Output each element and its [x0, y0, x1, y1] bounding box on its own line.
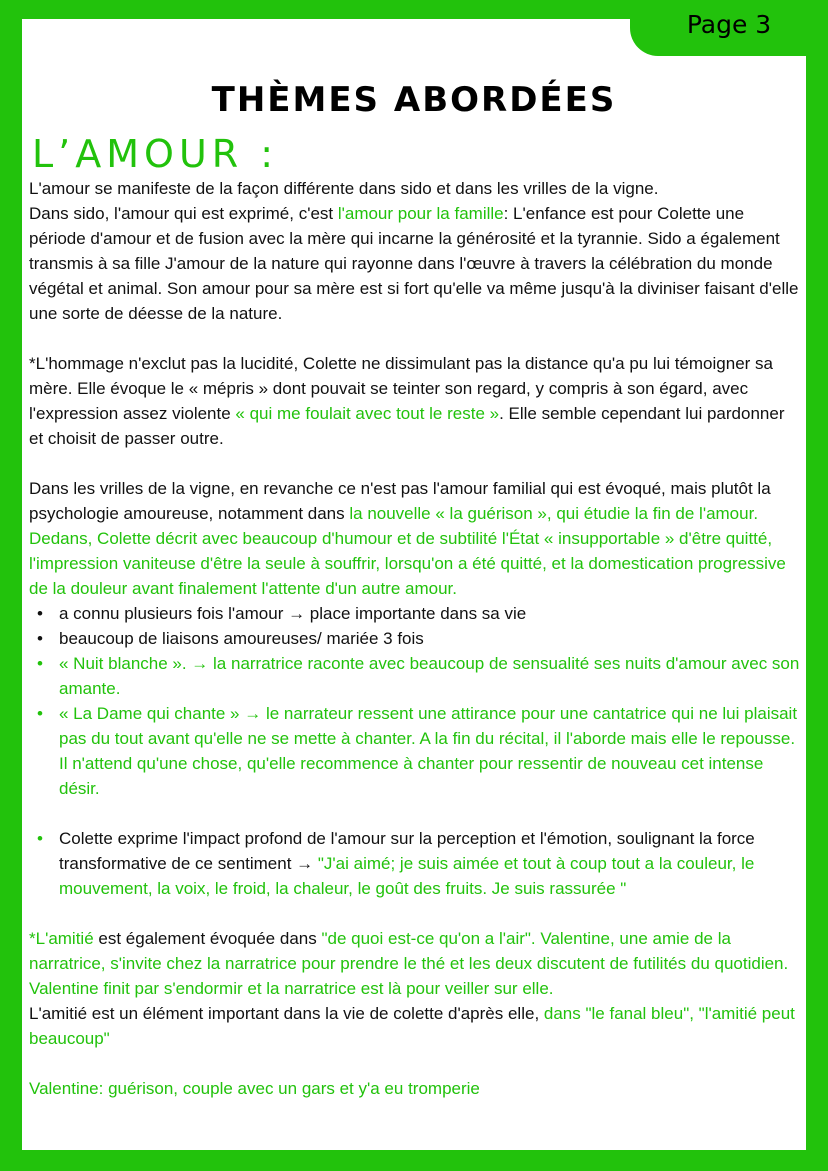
section-heading: L’AMOUR : [32, 132, 279, 176]
text-run: L'amitié est un élément important dans la vie de colette d'après elle, [29, 1004, 544, 1023]
list-item-text: beaucoup de liaisons amoureuses/ mariée 3 fois [59, 629, 424, 648]
bullet-icon: • [37, 604, 43, 623]
highlight-fanal-bleu: dans "le fanal bleu", "l'amitié peut beaucoup" [29, 1004, 795, 1048]
text-run: Dans les vrilles de la vigne, en revanche ce n'est pas l'amour familial qui est évoqué, mais plutôt la psychologie amoureuse, notamment dans [29, 479, 771, 523]
list-item-text: Colette exprime l'impact profond de l'amour sur la perception et l'émotion, soulignant la force transformative de ce sentiment → [59, 829, 755, 873]
text-run: : L'enfance est pour Colette une période d'amour et de fusion avec la mère qui incarne la générosité et la tyrannie. Sido a également transmis à sa fille J'amour de la nature qui rayonne dans l'œuvre à travers la célébration du monde végétal et animal. Son amour pour sa mère est si fort qu'elle va même jusqu'à la diviniser faisant d'elle une sorte de déesse de la nature. [29, 204, 799, 323]
highlight-guerison: la nouvelle « la guérison », qui étudie la fin de l'amour. Dedans, Colette décrit avec beaucoup d'humour et de subtilité l'État « insupportable » d'être quitté, l'impression vaniteuse d'être la seule à souffrir, lorsqu'on a été quitté, et la domestication progressive de la douleur avant finalement l'attente d'un autre amour. [29, 504, 786, 598]
list-item [29, 601, 801, 626]
text-run: . Elle semble cependant lui pardonner et choisit de passer outre. [29, 404, 785, 448]
text-run: *L'hommage n'exclut pas la lucidité, Colette ne dissimulant pas la distance qu'a pu lui témoigner sa mère. Elle évoque le « mépris » dont pouvait se teinter son regard, y compris à son égard, avec l'expression assez violente [29, 354, 773, 423]
list-item-text: « Nuit blanche ». → la narratrice raconte avec beaucoup de sensualité ses nuits d'amour avec son amante. [59, 654, 800, 698]
bullet-icon: • [37, 654, 43, 673]
bullet-list [29, 601, 801, 801]
body-text [29, 176, 801, 1101]
text-run: Dans sido, l'amour qui est exprimé, c'est [29, 204, 338, 223]
list-item [29, 651, 801, 701]
paragraph-vrilles [29, 476, 801, 601]
intro-line: L'amour se manifeste de la façon différente dans sido et dans les vrilles de la vigne. [29, 179, 659, 198]
page-title: THÈMES ABORDÉES [211, 80, 617, 120]
list-item-text: « La Dame qui chante » → le narrateur ressent une attirance pour une cantatrice qui ne lui plaisait pas du tout avant qu'elle ne se mette à chanter. A la fin du récital, il l'aborde mais elle le repousse. Il n'attend qu'une chose, qu'elle recommence à chanter pour ressentir de nouveau cet intense désir. [59, 704, 798, 798]
paragraph-lucidity [29, 351, 801, 451]
list-item-text: a connu plusieurs fois l'amour → place importante dans sa vie [59, 604, 527, 623]
bullet-icon: • [37, 629, 43, 648]
bullet-icon: • [37, 704, 43, 723]
paragraph-intro [29, 176, 801, 326]
page-number: Page 3 [686, 9, 772, 39]
highlight-quote: "J'ai aimé; je suis aimée et tout à coup tout a la couleur, le mouvement, la voix, le froid, la chaleur, le goût des fruits. Je suis rassurée " [59, 854, 755, 898]
highlight-quote: « qui me foulait avec tout le reste » [235, 404, 500, 423]
paragraph-friendship [29, 926, 801, 1051]
highlight-family-love: l'amour pour la famille [337, 204, 504, 223]
bullet-icon: • [37, 829, 43, 848]
text-run: est également évoquée dans [93, 929, 322, 948]
note: Valentine: guérison, couple avec un gars et y'a eu tromperie [29, 1079, 480, 1098]
highlight-valentine: "de quoi est-ce qu'on a l'air". Valentine, une amie de la narratrice, s'invite chez la narratrice pour prendre le thé et les deux discutent de futilités du quotidien. Valentine finit par s'endormir et la narratrice est là pour veiller sur elle. [29, 929, 789, 998]
list-item [29, 826, 801, 901]
highlight-friendship: *L'amitié [29, 929, 94, 948]
page-number-tab [630, 0, 828, 56]
list-item [29, 626, 801, 651]
list-item [29, 701, 801, 801]
bullet-list-2 [29, 826, 801, 901]
